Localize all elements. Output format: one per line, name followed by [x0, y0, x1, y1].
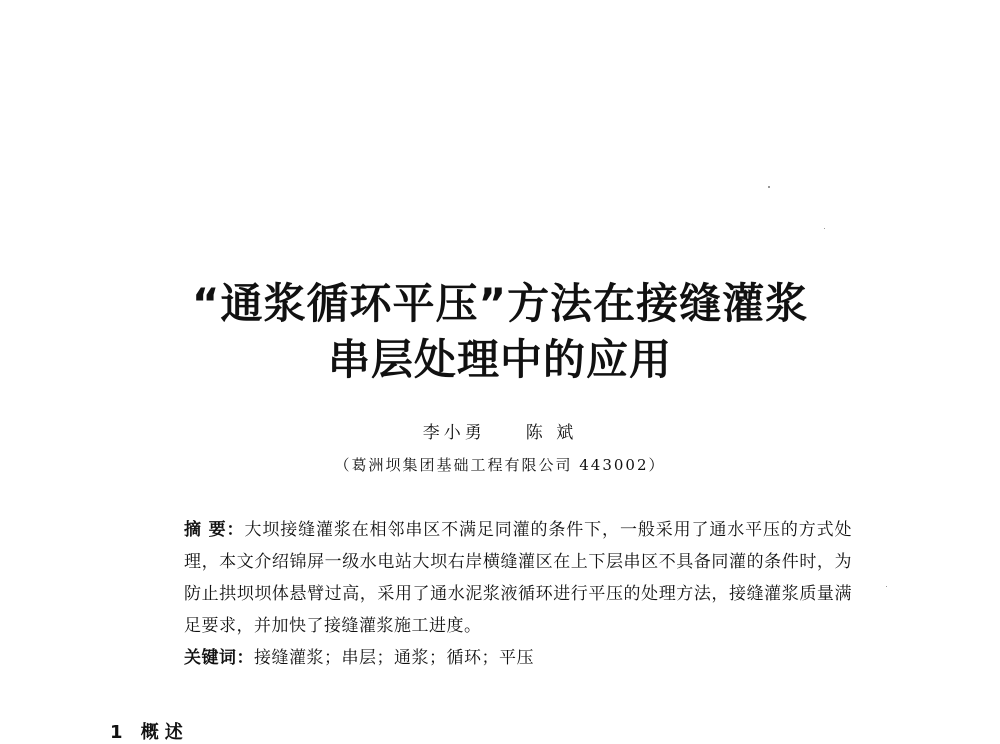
abstract: [140, 514, 852, 642]
paper-title-line-1: “通浆循环平压”方法在接缝灌浆: [191, 279, 809, 328]
abstract-text: 大坝接缝灌浆在相邻串区不满足同灌的条件下，一般采用了通水平压的方式处理，本文介绍锦屏一级水电站大坝右岸横缝灌区在上下层串区不具备同灌的条件时，为防止拱坝坝体悬臂过高，采用了通水泥浆液循环进行平压的处理方法，接缝灌浆质量满足要求，并加快了接缝灌浆施工进度。: [184, 520, 853, 636]
scan-speck: [886, 586, 887, 587]
authors: [0, 418, 1000, 443]
author-name: 李小勇: [422, 423, 486, 443]
scan-speck: [824, 228, 825, 229]
scan-speck: [768, 186, 770, 188]
keywords-label: 关键词：: [184, 648, 254, 668]
paper-title-line-2: 串层处理中的应用: [327, 335, 672, 384]
abstract-label: 摘 要：: [184, 520, 245, 540]
section-heading: 1 概述: [110, 722, 189, 743]
keywords-text: 接缝灌浆；串层；通浆；循环；平压: [254, 648, 534, 668]
author-name: 陈 斌: [525, 423, 578, 443]
keywords: [184, 643, 534, 668]
affiliation: （葛洲坝集团基础工程有限公司 443002）: [334, 456, 666, 474]
